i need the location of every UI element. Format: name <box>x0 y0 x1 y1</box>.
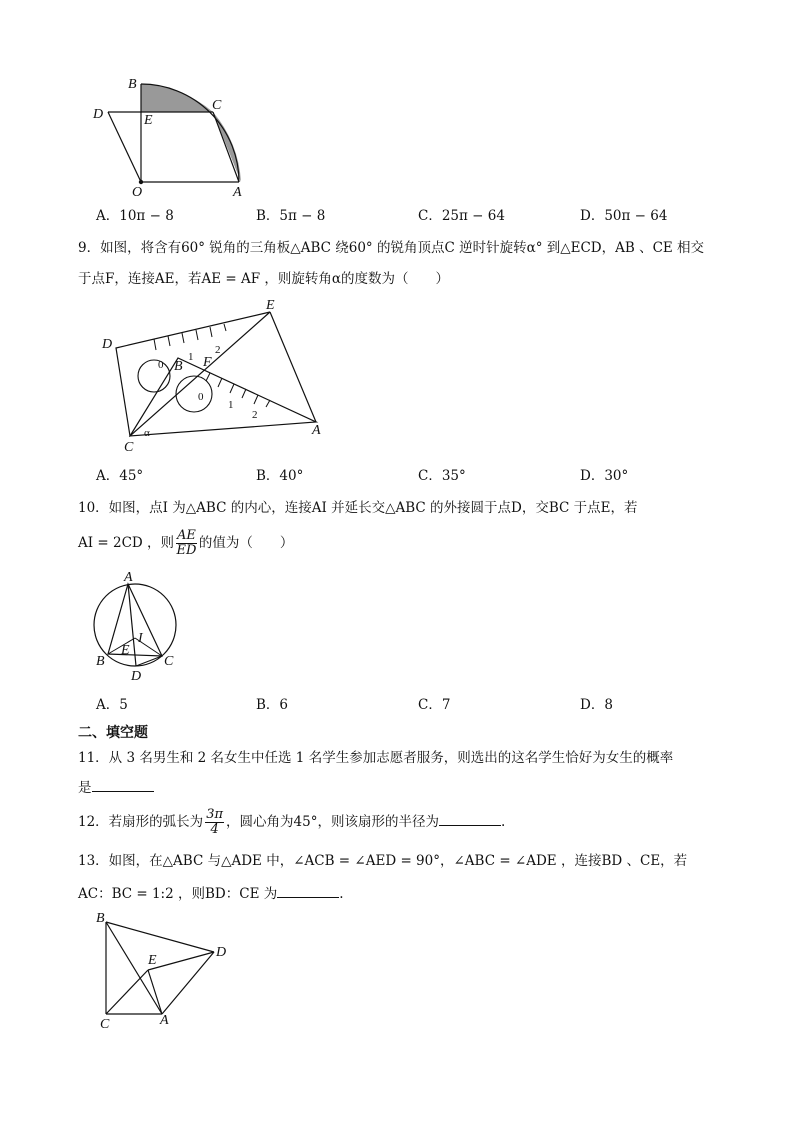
q12-frac-den: 4 <box>210 822 219 837</box>
q8-figure <box>88 72 258 200</box>
q9-ruler-mark-2b: 2 <box>252 409 258 421</box>
q8-label-e: E <box>144 113 153 128</box>
q13-label-b: B <box>96 911 105 926</box>
q9-ruler-mark-1b: 1 <box>228 399 234 411</box>
q13-answer-blank[interactable] <box>277 884 339 898</box>
q13-line2-text: AC：BC = 1:2 ，则BD：CE 为 <box>78 886 278 902</box>
q12-suffix: ，圆心角为45°，则该扇形的半径为 <box>226 814 439 830</box>
q10-option-c[interactable]: C．7 <box>418 697 451 713</box>
q9-ruler-mark-0a: 0 <box>158 359 164 371</box>
q9-label-c: C <box>124 440 134 455</box>
q10-label-b: B <box>96 654 105 669</box>
q9-ruler-mark-0b: 0 <box>198 391 204 403</box>
q11-line2-text: 是 <box>78 780 92 796</box>
q10-label-e: E <box>121 643 130 658</box>
q8-label-a: A <box>233 185 242 200</box>
q10-label-d: D <box>131 669 142 684</box>
q10-label-a: A <box>124 570 133 585</box>
q9-option-d[interactable]: D．30° <box>580 468 629 484</box>
q9-figure <box>98 298 334 458</box>
q13-label-a: A <box>160 1013 169 1028</box>
q10-text-line2 <box>78 526 293 560</box>
q11-text-line2 <box>78 778 154 797</box>
q8-label-o: O <box>132 185 143 200</box>
q13-label-c: C <box>100 1017 110 1032</box>
q9-text-line2: 于点F，连接AE，若AE = AF ，则旋转角α的度数为（ ） <box>78 271 449 287</box>
q13-label-d: D <box>216 945 227 960</box>
q11-text-line1: 11．从 3 名男生和 2 名女生中任选 1 名学生参加志愿者服务，则选出的这名学生恰好为女生的概率 <box>78 750 674 766</box>
q9-label-f: F <box>203 355 212 370</box>
q8-label-b: B <box>128 77 137 92</box>
q13-label-e: E <box>148 953 157 968</box>
q12-frac-num: 3π <box>206 807 224 822</box>
q10-figure <box>88 566 188 686</box>
q13-text-line1: 13．如图，在△ABC 与△ADE 中，∠ACB = ∠AED = 90°，∠ABC = ∠ADE ，连接BD 、CE，若 <box>78 853 688 869</box>
q8-option-b[interactable]: B．5π − 8 <box>256 208 326 224</box>
q9-angle-alpha: α <box>144 427 150 439</box>
q9-label-b: B <box>174 359 183 374</box>
q10-label-c: C <box>164 654 174 669</box>
q9-label-e: E <box>266 298 275 313</box>
q10-option-d[interactable]: D．8 <box>580 697 613 713</box>
q9-label-a: A <box>312 423 321 438</box>
q10-option-b[interactable]: B．6 <box>256 697 289 713</box>
q12-prefix: 12．若扇形的弧长为 <box>78 814 204 830</box>
q12-answer-blank[interactable] <box>439 812 501 826</box>
q9-option-a[interactable]: A．45° <box>96 468 144 484</box>
q10-line2-suffix: 的值为（ ） <box>198 535 294 551</box>
q8-label-c: C <box>212 98 222 113</box>
q9-text-line1: 9．如图，将含有60° 锐角的三角板△ABC 绕60° 的锐角顶点C 逆时针旋转α° 到△ECD，AB 、CE 相交 <box>78 240 705 256</box>
q8-label-d: D <box>93 107 104 122</box>
q9-option-c[interactable]: C．35° <box>418 468 466 484</box>
q9-ruler-mark-1a: 1 <box>188 351 194 363</box>
q10-line2-prefix: AI = 2CD ，则 <box>78 535 175 551</box>
q10-option-a[interactable]: A．5 <box>96 697 128 713</box>
q9-ruler-mark-2a: 2 <box>215 344 221 356</box>
section-title-fill-in: 二、填空题 <box>78 725 148 741</box>
q10-frac-num: AE <box>177 528 196 543</box>
q10-text-line1: 10．如图，点I 为△ABC 的内心，连接AI 并延长交△ABC 的外接圆于点D，交BC 于点E，若 <box>78 500 638 516</box>
q12-text: 12．若扇形的弧长为 $\frac{3\pi}{4}$ ，圆心角为45°，则该扇形的半径为 . <box>78 807 506 837</box>
q8-option-c[interactable]: C．25π − 64 <box>418 208 505 224</box>
q13-text-line2: AC：BC = 1:2 ，则BD：CE 为 . <box>78 886 344 902</box>
q9-label-d: D <box>102 337 113 352</box>
q13-figure <box>92 908 242 1033</box>
q8-option-a[interactable]: A．10π − 8 <box>96 208 174 224</box>
q10-frac-den: ED <box>176 543 197 558</box>
q10-fraction <box>176 529 197 558</box>
q11-answer-blank[interactable] <box>92 778 154 792</box>
q8-option-d[interactable]: D．50π − 64 <box>580 208 668 224</box>
q12-fraction <box>205 808 224 837</box>
q10-label-i: I <box>138 631 143 646</box>
q9-option-b[interactable]: B．40° <box>256 468 304 484</box>
